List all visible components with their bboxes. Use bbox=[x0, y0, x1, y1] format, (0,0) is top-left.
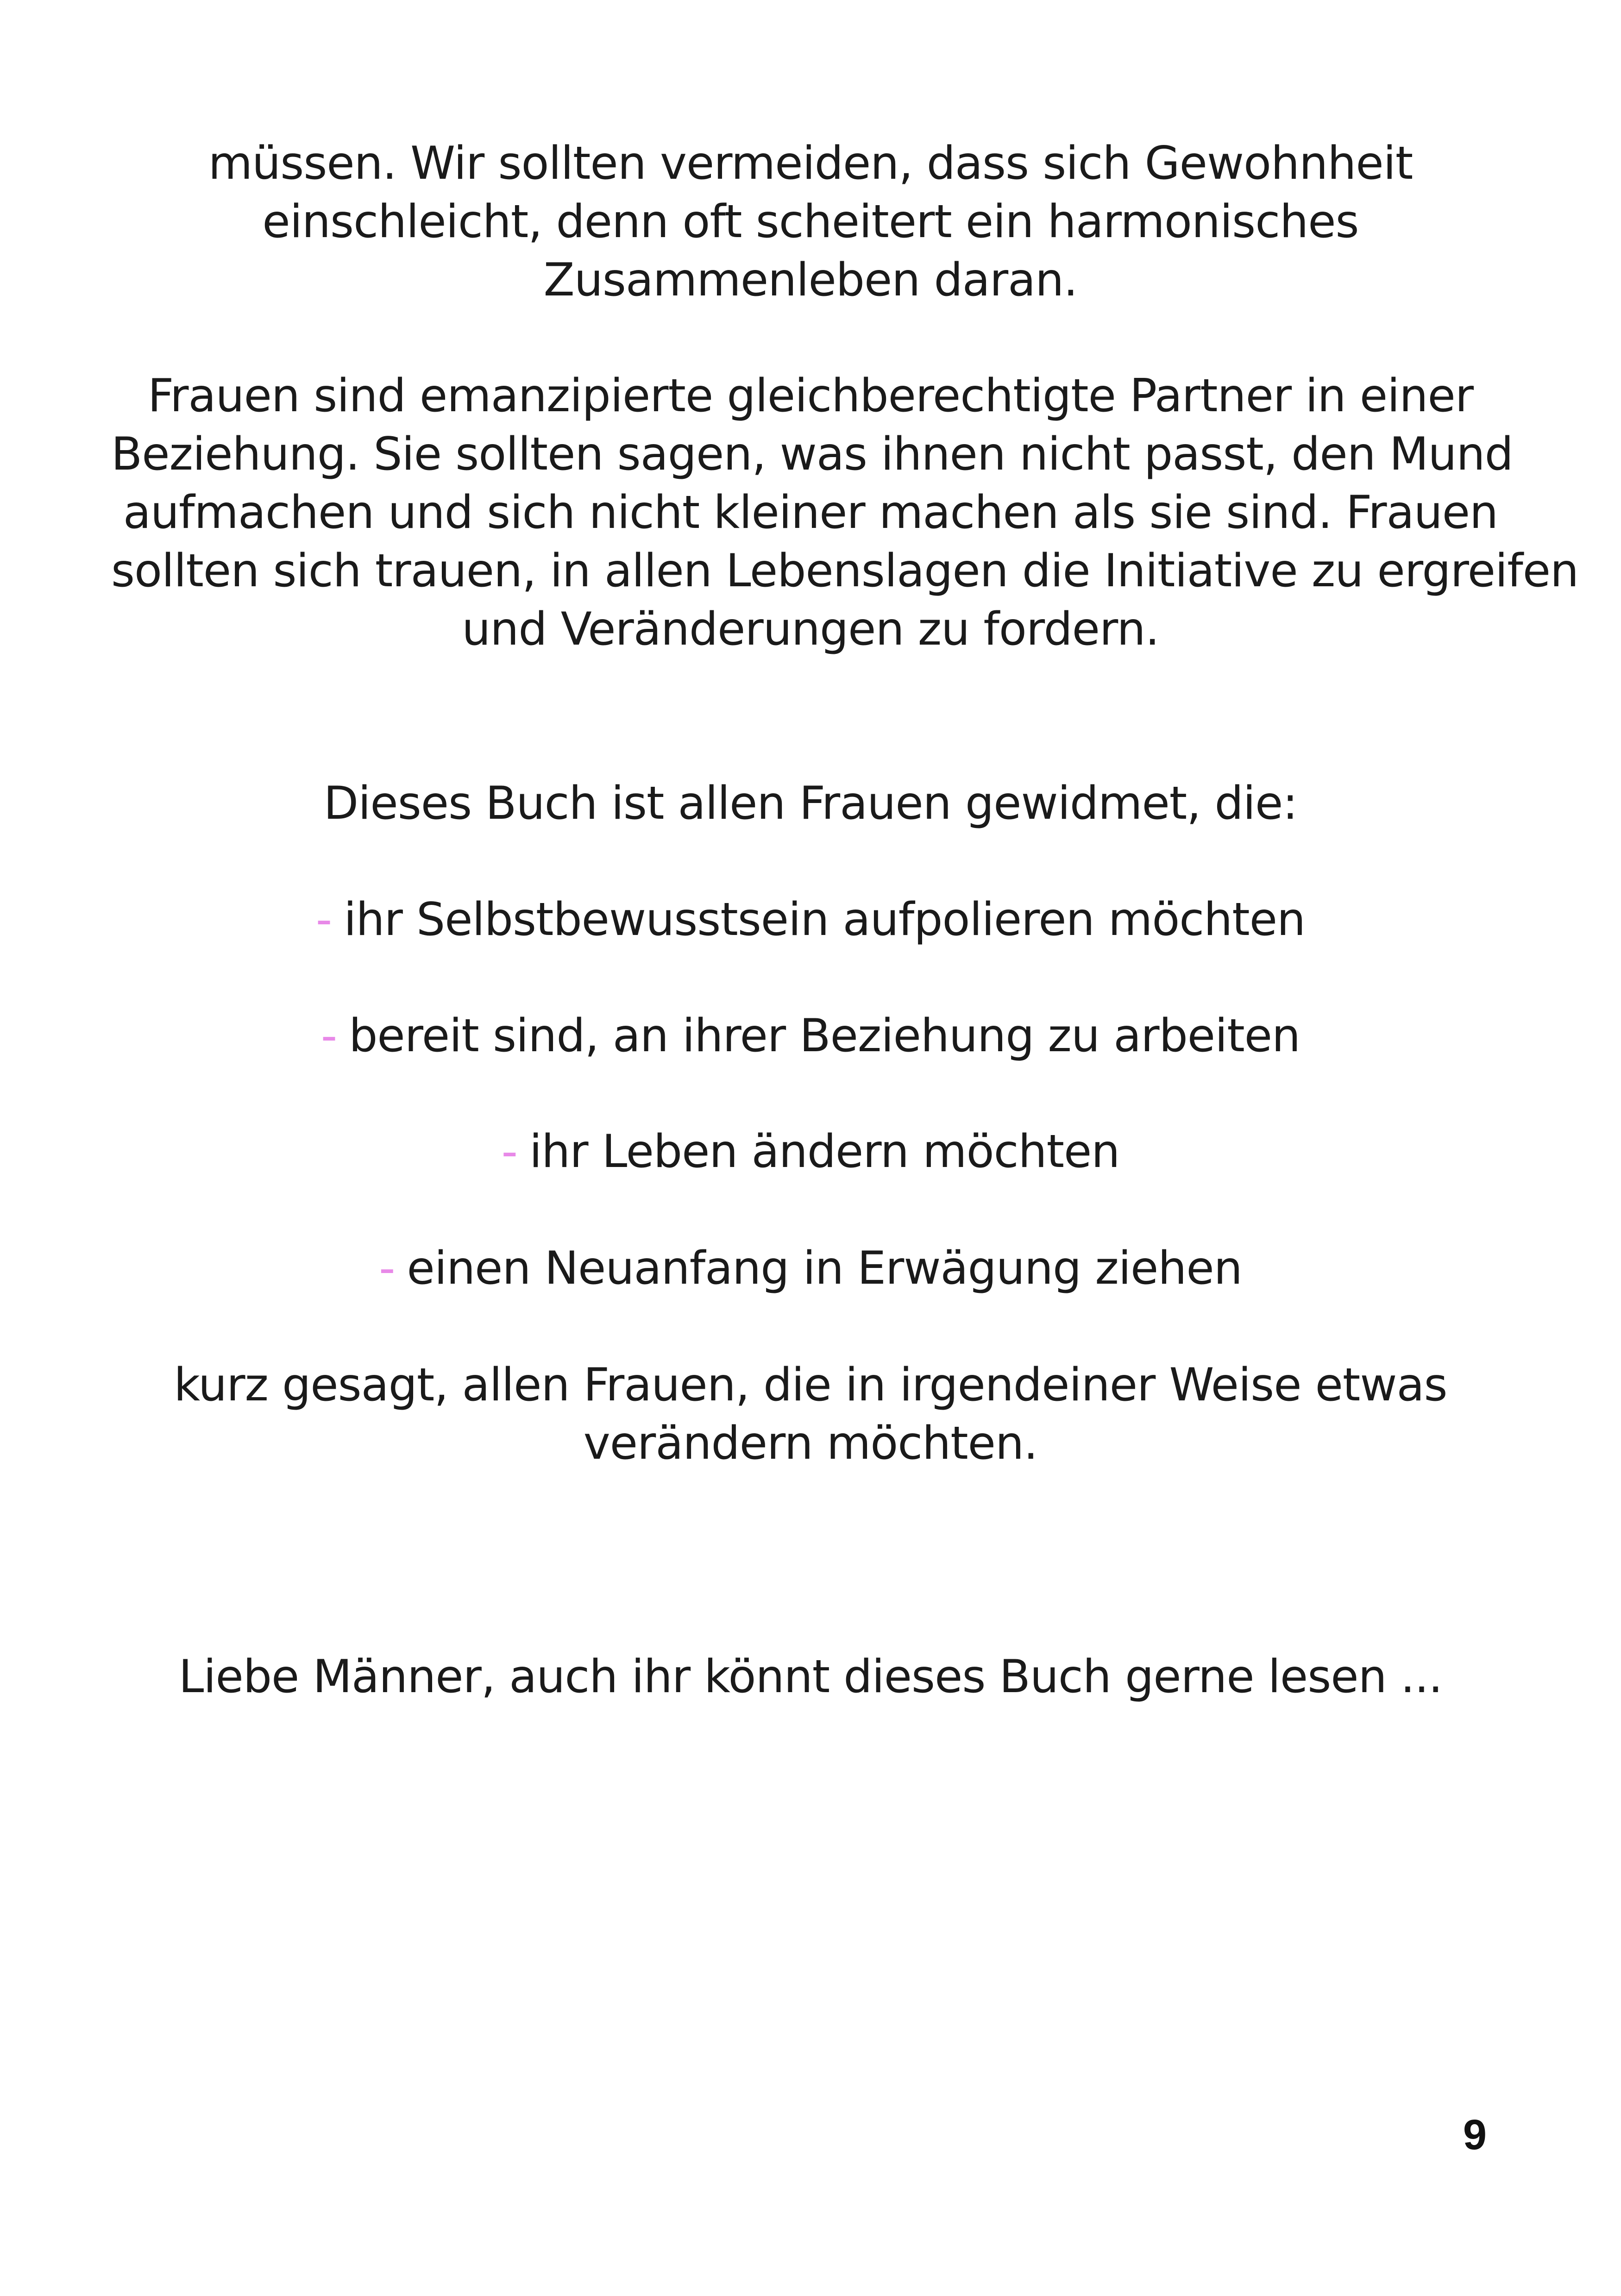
dedication-item-text: einen Neuanfang in Erwägung ziehen bbox=[407, 1242, 1242, 1295]
paragraph-women-partners bbox=[111, 367, 1579, 659]
bullet-dash: - bbox=[501, 1125, 517, 1178]
dedication-item bbox=[111, 891, 1510, 949]
page-number: 9 bbox=[1463, 2111, 1487, 2158]
paragraph-line: sollten sich trauen, in allen Lebenslagen die Initiative zu ergreifen bbox=[111, 545, 1579, 597]
dedication-item bbox=[111, 1239, 1510, 1298]
paragraph-line: aufmachen und sich nicht kleiner machen als sie sind. Frauen bbox=[123, 486, 1498, 539]
paragraph-line: und Veränderungen zu fordern. bbox=[462, 603, 1159, 656]
bullet-dash: - bbox=[379, 1242, 395, 1295]
dedication-intro: Dieses Buch ist allen Frauen gewidmet, die: bbox=[323, 777, 1298, 830]
paragraph-line: verändern möchten. bbox=[583, 1417, 1038, 1470]
bullet-dash: - bbox=[315, 893, 332, 946]
paragraph-line: Beziehung. Sie sollten sagen, was ihnen nicht passt, den Mund bbox=[111, 428, 1513, 481]
paragraph-line: Zusammenleben daran. bbox=[543, 254, 1078, 307]
dedication-item-text: bereit sind, an ihrer Beziehung zu arbeiten bbox=[349, 1010, 1301, 1062]
paragraph-line: einschleicht, denn oft scheitert ein harmonisches bbox=[262, 195, 1359, 248]
dedication-item-text: ihr Leben ändern möchten bbox=[529, 1125, 1120, 1178]
dedication-summary bbox=[111, 1356, 1510, 1473]
closing-line: Liebe Männer, auch ihr könnt dieses Buch gerne lesen ... bbox=[178, 1650, 1443, 1703]
paragraph-line: kurz gesagt, allen Frauen, die in irgendeiner Weise etwas bbox=[174, 1359, 1447, 1411]
dedication-item bbox=[111, 1007, 1510, 1065]
paragraph-habit bbox=[111, 134, 1510, 309]
paragraph-line: Frauen sind emanzipierte gleichberechtigte Partner in einer bbox=[147, 370, 1474, 422]
dedication-item bbox=[111, 1123, 1510, 1181]
paragraph-line: müssen. Wir sollten vermeiden, dass sich Gewohnheit bbox=[208, 137, 1413, 190]
bullet-dash: - bbox=[320, 1010, 337, 1062]
dedication-item-text: ihr Selbstbewusstsein aufpolieren möchten bbox=[344, 893, 1306, 946]
